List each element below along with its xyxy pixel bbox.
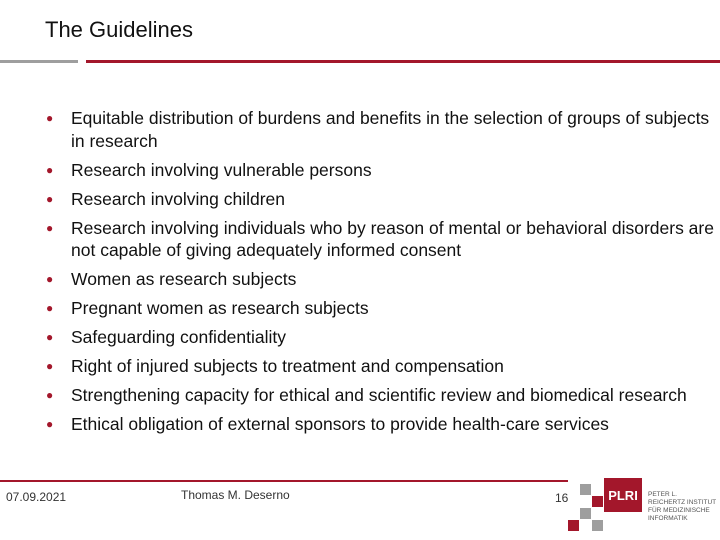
logo-institute-name — [648, 491, 720, 523]
bullet-text: Women as research subjects — [71, 269, 297, 289]
slide-title: The Guidelines — [45, 17, 193, 42]
bullet-text: Safeguarding confidentiality — [71, 327, 287, 347]
logo-line: PETER L. — [648, 491, 677, 498]
bullet-item — [45, 217, 715, 262]
bullet-item — [45, 297, 715, 320]
bullet-list — [45, 107, 715, 442]
plri-logo — [568, 464, 720, 540]
bullet-text: Strengthening capacity for ethical and scientific review and biomedical research — [71, 385, 687, 405]
bullet-dot-icon: ● — [46, 301, 54, 315]
logo-line: REICHERTZ INSTITUT — [648, 499, 717, 506]
bullet-text: Ethical obligation of external sponsors to provide health-care services — [71, 414, 609, 434]
bullet-text: Research involving individuals who by reason of mental or behavioral disorders are not capable of giving adequately informed consent — [71, 217, 714, 260]
bullet-item — [45, 326, 715, 349]
bullet-dot-icon: ● — [46, 162, 54, 177]
bullet-text: Pregnant women as research subjects — [71, 298, 369, 318]
bullet-text: Equitable distribution of burdens and benefits in the selection of groups of subjects in research — [71, 108, 710, 151]
bullet-dot-icon: ● — [46, 359, 54, 373]
title-rule-gray — [0, 60, 78, 63]
page-number: 16 — [555, 491, 569, 505]
bullet-item — [45, 268, 715, 291]
logo-square-icon — [580, 484, 591, 495]
footer-rule — [0, 480, 568, 482]
bullet-dot-icon: ● — [46, 388, 54, 402]
bullet-text: Research involving children — [71, 188, 285, 209]
logo-line: INFORMATIK — [648, 515, 688, 522]
bullet-dot-icon: ● — [46, 330, 54, 344]
logo-square-icon — [568, 520, 579, 531]
bullet-item — [45, 384, 715, 407]
logo-square-icon — [580, 508, 591, 519]
title-rule-red — [86, 60, 720, 63]
bullet-item — [45, 188, 715, 211]
footer-author: Thomas M. Deserno — [181, 488, 290, 502]
logo-abbr: PLRI — [604, 478, 642, 512]
bullet-item — [45, 159, 715, 182]
logo-square-icon — [592, 496, 603, 507]
bullet-dot-icon: ● — [46, 191, 54, 206]
bullet-dot-icon: ● — [46, 220, 54, 235]
logo-line: FÜR MEDIZINISCHE — [648, 507, 710, 514]
footer-date: 07.09.2021 — [6, 490, 67, 504]
bullet-dot-icon: ● — [46, 111, 54, 125]
bullet-item — [45, 413, 715, 436]
bullet-dot-icon: ● — [46, 417, 54, 431]
bullet-item — [45, 355, 715, 378]
bullet-item — [45, 107, 715, 152]
bullet-text: Right of injured subjects to treatment and compensation — [71, 356, 504, 376]
bullet-dot-icon: ● — [46, 272, 54, 286]
bullet-text: Research involving vulnerable persons — [71, 159, 372, 180]
logo-square-icon — [592, 520, 603, 531]
